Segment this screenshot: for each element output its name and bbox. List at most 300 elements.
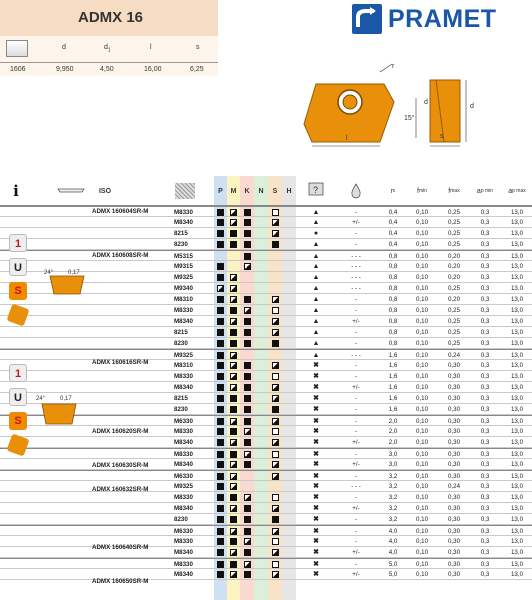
- coolant-cell: -: [354, 428, 358, 435]
- dim-value-s: 6,25: [190, 66, 204, 73]
- radius-cell: 5,0: [388, 561, 398, 568]
- grade-cell: 8230: [174, 241, 188, 248]
- grade-cell: M8330: [174, 538, 193, 545]
- table-row: [0, 349, 532, 360]
- apmin-cell: 0,3: [480, 230, 490, 237]
- table-row: [0, 459, 532, 470]
- suitability-mark: [214, 338, 227, 349]
- fmin-cell: 0,10: [415, 230, 429, 237]
- apmin-cell: 0,3: [480, 406, 490, 413]
- apmin-cell: 0,3: [480, 318, 490, 325]
- apmin-cell: 0,3: [480, 428, 490, 435]
- suitability-mark: [240, 426, 254, 437]
- machining-symbol: ▲: [312, 263, 320, 270]
- machining-symbol: ✖: [313, 571, 319, 578]
- suitability-mark: [268, 459, 282, 470]
- fmax-cell: 0,25: [447, 241, 461, 248]
- radius-cell: 2,0: [388, 428, 398, 435]
- fmax-cell: 0,30: [447, 428, 461, 435]
- fmin-cell: 0,10: [415, 219, 429, 226]
- fmin-cell: 0,10: [415, 428, 429, 435]
- grade-s-icon: S: [9, 412, 27, 430]
- dim-value-l: 16,00: [144, 66, 162, 73]
- apmax-cell: 13,0: [510, 418, 524, 425]
- table-row: [0, 547, 532, 558]
- suitability-mark: [214, 382, 227, 393]
- suitability-mark: [240, 492, 254, 503]
- grade-cell: M9315: [174, 263, 193, 270]
- label-s: s: [440, 133, 444, 140]
- suitability-mark: [240, 569, 254, 580]
- machining-symbol: ✖: [313, 451, 319, 458]
- table-row: [0, 569, 532, 580]
- coolant-cell: -: [354, 329, 358, 336]
- machining-symbol: ●: [313, 230, 319, 237]
- fmax-cell: 0,25: [447, 307, 461, 314]
- fmin-cell: 0,10: [415, 362, 429, 369]
- machining-symbol: ✖: [313, 561, 319, 568]
- radius-cell: 2,0: [388, 418, 398, 425]
- fmin-cell: 0,10: [415, 307, 429, 314]
- radius-cell: 1,6: [388, 362, 398, 369]
- apmax-cell: 13,0: [510, 483, 524, 490]
- grade-cell: M8330: [174, 307, 193, 314]
- machining-symbol: ✖: [313, 406, 319, 413]
- coolant-cell: +/-: [352, 571, 360, 578]
- radius-cell: 4,0: [388, 538, 398, 545]
- material-k: K: [244, 187, 250, 195]
- apmin-cell: 0,3: [480, 384, 490, 391]
- coolant-cell: - - -: [351, 274, 361, 281]
- grade-cell: M8330: [174, 373, 193, 380]
- coolant-cell: -: [354, 362, 358, 369]
- suitability-mark: [227, 492, 240, 503]
- grade-cell: 8215: [174, 395, 188, 402]
- machining-symbol: ✖: [313, 549, 319, 556]
- table-row: [0, 239, 532, 250]
- suitability-mark: [227, 316, 240, 327]
- apmax-cell: 13,0: [510, 253, 524, 260]
- suitability-mark: [240, 437, 254, 448]
- apmax-cell: 13,0: [510, 352, 524, 359]
- suitability-mark: [227, 371, 240, 382]
- apmin-cell: 0,3: [480, 561, 490, 568]
- apmin-cell: 0,3: [480, 461, 490, 468]
- fmax-cell: 0,30: [447, 395, 461, 402]
- product-name: ADMX 160608SR-M: [92, 252, 149, 259]
- coolant-cell: -: [354, 395, 358, 402]
- suitability-mark: [214, 371, 227, 382]
- product-name: ADMX 160616SR-M: [92, 359, 149, 366]
- coolant-cell: -: [354, 516, 358, 523]
- fmin-cell: 0,10: [415, 263, 429, 270]
- machining-symbol: ✖: [313, 428, 319, 435]
- fmax-cell: 0,30: [447, 384, 461, 391]
- angle-label-2: 0,17: [60, 396, 72, 402]
- machining-symbol: ✖: [313, 538, 319, 545]
- apmax-cell: 13,0: [510, 384, 524, 391]
- fmax-cell: 0,20: [447, 296, 461, 303]
- grade-cell: M8330: [174, 428, 193, 435]
- suitability-mark: [214, 228, 227, 239]
- edge-geometry-icon: [34, 390, 84, 430]
- apmax-cell: 13,0: [510, 428, 524, 435]
- apmin-cell: 0,3: [480, 329, 490, 336]
- fmax-cell: 0,30: [447, 571, 461, 578]
- apmax-cell: 13,0: [510, 274, 524, 281]
- coolant-cell: - - -: [351, 263, 361, 270]
- apmin-cell: 0,3: [480, 451, 490, 458]
- dim-header-l: l: [150, 44, 152, 51]
- apmax-cell: 13,0: [510, 395, 524, 402]
- radius-cell: 4,0: [388, 528, 398, 535]
- svg-text:?: ?: [313, 185, 319, 195]
- suitability-mark: [240, 316, 254, 327]
- product-name: ADMX 160620SR-M: [92, 428, 149, 435]
- suitability-mark: [268, 437, 282, 448]
- fmax-cell: 0,30: [447, 561, 461, 568]
- apmin-cell: 0,3: [480, 395, 490, 402]
- material-m: M: [230, 187, 237, 195]
- coolant-cell: +/-: [352, 505, 360, 512]
- apmin-cell: 0,3: [480, 418, 490, 425]
- fmin-cell: 0,10: [415, 461, 429, 468]
- apmax-cell: 13,0: [510, 318, 524, 325]
- grade-cell: M5315: [174, 253, 193, 260]
- suitability-mark: [268, 536, 282, 547]
- suitability-mark: [227, 228, 240, 239]
- suitability-mark: [227, 393, 240, 404]
- universal-u-icon: U: [9, 388, 27, 406]
- suitability-mark: [214, 327, 227, 338]
- fmin-cell: 0,10: [415, 439, 429, 446]
- machining-symbol: ▲: [312, 274, 320, 281]
- suitability-mark: [240, 217, 254, 228]
- grade-cell: 8215: [174, 230, 188, 237]
- grade-cell: M8340: [174, 439, 193, 446]
- radius-cell: 1,6: [388, 406, 398, 413]
- suitability-mark: [214, 492, 227, 503]
- material-n: N: [258, 187, 264, 195]
- dim-value-d: 9,950: [56, 66, 74, 73]
- table-row: [0, 206, 532, 217]
- material-h: H: [286, 187, 292, 195]
- fmax-cell: 0,24: [447, 352, 461, 359]
- suitability-mark: [268, 217, 282, 228]
- apmax-cell: 13,0: [510, 340, 524, 347]
- coolant-cell: +/-: [352, 318, 360, 325]
- coolant-cell: +/-: [352, 219, 360, 226]
- coolant-cell: - - -: [351, 483, 361, 490]
- fmin-cell: 0,10: [415, 241, 429, 248]
- apmax-cell: 13,0: [510, 296, 524, 303]
- coolant-cell: -: [354, 473, 358, 480]
- suitability-mark: [214, 393, 227, 404]
- dim-value-d1: 4,50: [100, 66, 114, 73]
- dim-header-s: s: [196, 44, 200, 51]
- table-row: [0, 481, 532, 492]
- radius-cell: 0,4: [388, 219, 398, 226]
- fmin-cell: 0,10: [415, 516, 429, 523]
- grade-table: [0, 176, 532, 585]
- machining-symbol: ✖: [313, 373, 319, 380]
- suitability-mark: [214, 305, 227, 316]
- apmax-cell: 13,0: [510, 461, 524, 468]
- fmax-cell: 0,30: [447, 362, 461, 369]
- suitability-mark: [227, 569, 240, 580]
- apmin-cell: 0,3: [480, 296, 490, 303]
- suitability-mark: [240, 503, 254, 514]
- suitability-mark: [214, 283, 227, 294]
- apmin-cell: 0,3: [480, 494, 490, 501]
- fmax-cell: 0,30: [447, 418, 461, 425]
- fmax-cell: 0,30: [447, 494, 461, 501]
- dimension-box: [0, 36, 218, 76]
- grade-cell: M6330: [174, 418, 193, 425]
- apmin-cell: 0,3: [480, 538, 490, 545]
- fmin-cell: 0,10: [415, 318, 429, 325]
- title-band: [0, 0, 218, 36]
- suitability-mark: [214, 294, 227, 305]
- grade-cell: M8340: [174, 571, 193, 578]
- fmin-cell: 0,10: [415, 549, 429, 556]
- apmax-cell: 13,0: [510, 219, 524, 226]
- fmin-cell: 0,10: [415, 296, 429, 303]
- fmax-cell: 0,25: [447, 318, 461, 325]
- radius-cell: 0,8: [388, 329, 398, 336]
- fmin-cell: 0,10: [415, 253, 429, 260]
- fmax-cell: 0,30: [447, 528, 461, 535]
- suitability-mark: [227, 547, 240, 558]
- table-row: [0, 525, 532, 536]
- dim-divider: [0, 62, 218, 63]
- radius-cell: 0,8: [388, 318, 398, 325]
- grade-cell: M8340: [174, 461, 193, 468]
- universal-u-icon: U: [9, 258, 27, 276]
- apmin-cell: 0,3: [480, 340, 490, 347]
- apmax-cell: 13,0: [510, 571, 524, 578]
- coolant-cell: -: [354, 451, 358, 458]
- param-apmax: a p max: [508, 187, 526, 195]
- dim-value-code: 1606: [10, 66, 26, 73]
- apmin-cell: 0,3: [480, 307, 490, 314]
- apmax-cell: 13,0: [510, 329, 524, 336]
- machining-symbol: ▲: [312, 307, 320, 314]
- apmax-cell: 13,0: [510, 307, 524, 314]
- table-header: [0, 176, 532, 206]
- apmin-cell: 0,3: [480, 263, 490, 270]
- suitability-mark: [240, 459, 254, 470]
- coolant-cell: -: [354, 296, 358, 303]
- suitability-mark: [240, 514, 254, 525]
- suitability-mark: [227, 360, 240, 371]
- suitability-mark: [227, 294, 240, 305]
- fmax-cell: 0,25: [447, 285, 461, 292]
- fmin-cell: 0,10: [415, 561, 429, 568]
- grade-cell: M8340: [174, 549, 193, 556]
- suitability-mark: [268, 426, 282, 437]
- fmin-cell: 0,10: [415, 384, 429, 391]
- suitability-mark: [268, 393, 282, 404]
- table-row: [0, 514, 532, 525]
- table-row: [0, 503, 532, 514]
- suitability-mark: [240, 327, 254, 338]
- apmin-cell: 0,3: [480, 505, 490, 512]
- suitability-mark: [227, 514, 240, 525]
- angle-label-1: 24°: [36, 396, 46, 402]
- apmin-cell: 0,3: [480, 571, 490, 578]
- apmax-cell: 13,0: [510, 263, 524, 270]
- suitability-mark: [240, 536, 254, 547]
- fmin-cell: 0,10: [415, 505, 429, 512]
- angle-label-1: 24°: [44, 270, 54, 276]
- grade-texture-icon: [174, 176, 196, 206]
- chipbreaker-icon: [54, 176, 88, 206]
- apmin-cell: 0,3: [480, 352, 490, 359]
- grade-cell: M8340: [174, 318, 193, 325]
- coolant-cell: -: [354, 418, 358, 425]
- apmax-cell: 13,0: [510, 538, 524, 545]
- apmax-cell: 13,0: [510, 516, 524, 523]
- apmin-cell: 0,3: [480, 253, 490, 260]
- param-r: r ε: [390, 187, 396, 195]
- radius-cell: 3,2: [388, 473, 398, 480]
- suitability-mark: [268, 492, 282, 503]
- table-row: [0, 305, 532, 316]
- radius-cell: 3,2: [388, 516, 398, 523]
- suitability-mark: [214, 404, 227, 415]
- fmax-cell: 0,25: [447, 219, 461, 226]
- machining-symbol: ▲: [312, 329, 320, 336]
- fmax-cell: 0,20: [447, 274, 461, 281]
- apmax-cell: 13,0: [510, 473, 524, 480]
- grade-cell: M6330: [174, 473, 193, 480]
- table-row: [0, 327, 532, 338]
- edge-geometry-icon: [40, 264, 90, 300]
- radius-cell: 1,6: [388, 373, 398, 380]
- grade-cell: 8230: [174, 516, 188, 523]
- suitability-mark: [240, 371, 254, 382]
- radius-cell: 1,6: [388, 395, 398, 402]
- grade-cell: M8310: [174, 362, 193, 369]
- fmin-cell: 0,10: [415, 352, 429, 359]
- radius-cell: 2,0: [388, 439, 398, 446]
- grade-cell: M6330: [174, 528, 193, 535]
- fmin-cell: 0,10: [415, 473, 429, 480]
- radius-cell: 0,4: [388, 230, 398, 237]
- fmin-cell: 0,10: [415, 483, 429, 490]
- product-name: ADMX 160640SR-M: [92, 544, 149, 551]
- fmin-cell: 0,10: [415, 373, 429, 380]
- pramet-logo: [352, 4, 528, 34]
- suitability-mark: [227, 404, 240, 415]
- suitability-mark: [268, 305, 282, 316]
- fmin-cell: 0,10: [415, 406, 429, 413]
- suitability-mark: [240, 382, 254, 393]
- suitability-mark: [240, 294, 254, 305]
- machining-symbol: ✖: [313, 461, 319, 468]
- suitability-mark: [240, 239, 254, 250]
- suitability-mark: [268, 239, 282, 250]
- fmin-cell: 0,10: [415, 395, 429, 402]
- radius-cell: 3,2: [388, 505, 398, 512]
- table-row: [0, 228, 532, 239]
- suitability-mark: [214, 437, 227, 448]
- suitability-mark: [268, 569, 282, 580]
- apmax-cell: 13,0: [510, 549, 524, 556]
- suitability-mark: [214, 217, 227, 228]
- grade-cell: M9325: [174, 483, 193, 490]
- grade-cell: M8340: [174, 219, 193, 226]
- coolant-cell: +/-: [352, 439, 360, 446]
- radius-cell: 0,8: [388, 296, 398, 303]
- table-row: [0, 217, 532, 228]
- suitability-mark: [227, 426, 240, 437]
- grade-cell: 8230: [174, 340, 188, 347]
- grade-cell: 8230: [174, 406, 188, 413]
- suitability-mark: [227, 382, 240, 393]
- suitability-mark: [214, 569, 227, 580]
- suitability-mark: [214, 536, 227, 547]
- fmin-cell: 0,10: [415, 528, 429, 535]
- suitability-mark: [214, 261, 227, 272]
- coolant-cell: +/-: [352, 549, 360, 556]
- machining-symbol: ✖: [313, 528, 319, 535]
- radius-cell: 3,0: [388, 451, 398, 458]
- suitability-mark: [268, 316, 282, 327]
- suitability-mark: [227, 481, 240, 492]
- suitability-mark: [268, 514, 282, 525]
- machining-symbol: ▲: [312, 253, 320, 260]
- grade-cell: M8340: [174, 384, 193, 391]
- suitability-mark: [240, 305, 254, 316]
- table-row: [0, 338, 532, 349]
- machining-symbol: ▲: [312, 318, 320, 325]
- table-row: [0, 371, 532, 382]
- machining-symbol: ▲: [312, 352, 320, 359]
- grade-s-icon: S: [9, 282, 27, 300]
- machining-symbol: ▲: [312, 219, 320, 226]
- apmax-cell: 13,0: [510, 241, 524, 248]
- table-row: [0, 470, 532, 481]
- suitability-mark: [268, 338, 282, 349]
- brand-name: PRAMET: [388, 5, 497, 33]
- grade-cell: M8340: [174, 505, 193, 512]
- apmin-cell: 0,3: [480, 362, 490, 369]
- table-row: [0, 360, 532, 371]
- grade-cell: M8330: [174, 209, 193, 216]
- coolant-cell: -: [354, 209, 358, 216]
- product-name: ADMX 160604SR-M: [92, 208, 149, 215]
- apmin-cell: 0,3: [480, 473, 490, 480]
- apmin-cell: 0,3: [480, 219, 490, 226]
- grade-cell: M9325: [174, 274, 193, 281]
- fmin-cell: 0,10: [415, 209, 429, 216]
- table-row: [0, 437, 532, 448]
- suitability-mark: [240, 404, 254, 415]
- coolant-drop-icon: [346, 176, 366, 206]
- apmin-cell: 0,3: [480, 483, 490, 490]
- grade-cell: M8330: [174, 494, 193, 501]
- suitability-mark: [214, 272, 227, 283]
- suitability-mark: [240, 228, 254, 239]
- material-p: P: [218, 187, 223, 195]
- apmax-cell: 13,0: [510, 285, 524, 292]
- radius-cell: 3,0: [388, 461, 398, 468]
- suitability-mark: [227, 536, 240, 547]
- fmin-cell: 0,10: [415, 494, 429, 501]
- fmax-cell: 0,25: [447, 209, 461, 216]
